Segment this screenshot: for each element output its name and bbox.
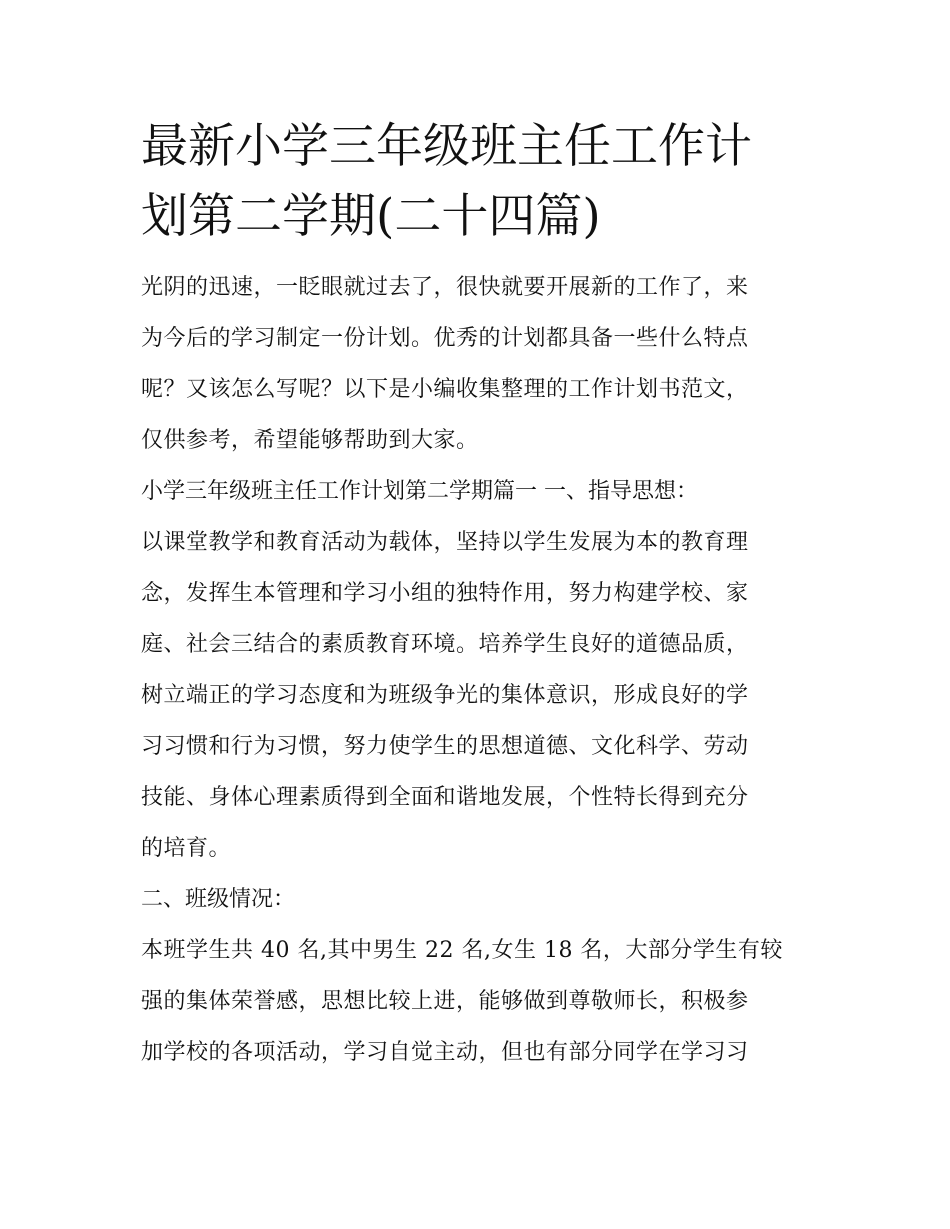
document-page (141, 112, 813, 1078)
section2-paragraph (141, 925, 813, 1078)
section1-paragraph (141, 517, 813, 874)
text-line: 本班学生共 40 名,其中男生 22 名,女生 18 名，大部分学生有较 (141, 938, 783, 963)
text-line: 光阴的迅速，一眨眼就过去了，很快就要开展新的工作了，来 (141, 275, 749, 300)
text-line: 念，发挥生本管理和学习小组的独特作用，努力构建学校、家 (141, 581, 749, 606)
text-line: 庭、社会三结合的素质教育环境。培养学生良好的道德品质， (141, 632, 749, 657)
section2-heading: 二、班级情况： (141, 887, 296, 912)
text-line: 的培育。 (141, 836, 232, 861)
text-line: 仅供参考，希望能够帮助到大家。 (141, 428, 479, 453)
section1-heading: 小学三年级班主任工作计划第二学期篇一 一、指导思想： (141, 479, 698, 504)
text-line: 呢？又该怎么写呢？以下是小编收集整理的工作计划书范文， (141, 377, 749, 402)
title-line: 最新小学三年级班主任工作计 (141, 119, 752, 174)
title-line: 划第二学期(二十四篇) (141, 189, 601, 244)
document-title (141, 112, 813, 252)
intro-paragraph (141, 262, 813, 466)
text-line: 以课堂教学和教育活动为载体，坚持以学生发展为本的教育理 (141, 530, 749, 555)
text-line: 技能、身体心理素质得到全面和谐地发展，个性特长得到充分 (141, 785, 749, 810)
text-line: 习习惯和行为习惯，努力使学生的思想道德、文化科学、劳动 (141, 734, 749, 759)
text-line: 加学校的各项活动，学习自觉主动，但也有部分同学在学习习 (141, 1040, 749, 1065)
text-line: 强的集体荣誉感，思想比较上进，能够做到尊敬师长，积极参 (141, 989, 749, 1014)
text-line: 为今后的学习制定一份计划。优秀的计划都具备一些什么特点 (141, 326, 749, 351)
text-line: 树立端正的学习态度和为班级争光的集体意识，形成良好的学 (141, 683, 749, 708)
